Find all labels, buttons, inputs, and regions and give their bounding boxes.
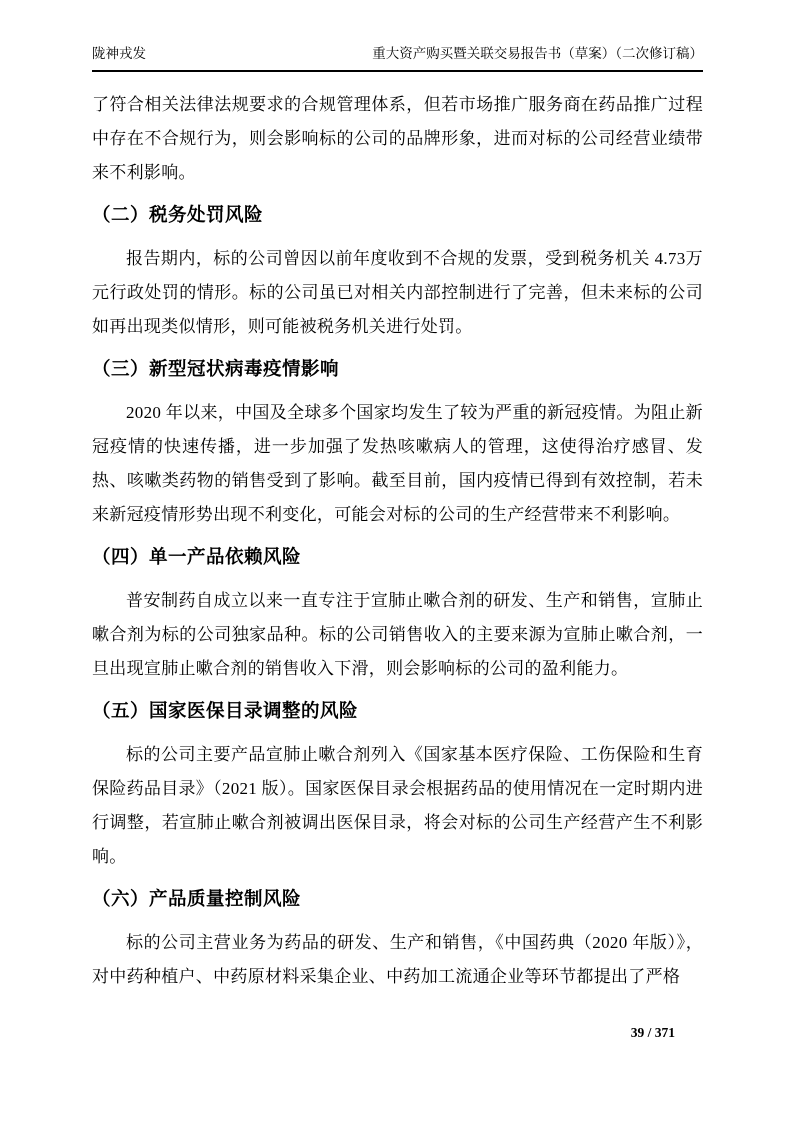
body-paragraph: 普安制药自成立以来一直专注于宣肺止嗽合剂的研发、生产和销售，宣肺止嗽合剂为标的公司独家品种。标的公司销售收入的主要来源为宣肺止嗽合剂，一旦出现宣肺止嗽合剂的销售收入下滑，则会影响标的公司的盈利能力。 bbox=[92, 591, 703, 678]
body-paragraph: 报告期内，标的公司曾因以前年度收到不合规的发票，受到税务机关 4.73万元行政处罚的情形。标的公司虽已对相关内部控制进行了完善，但未来标的公司如再出现类似情形，则可能被税务机关进行处罚。 bbox=[92, 249, 703, 336]
section-heading: （三）新型冠状病毒疫情影响 bbox=[92, 358, 340, 379]
section-heading: （二）税务处罚风险 bbox=[92, 204, 264, 225]
body-paragraph: 标的公司主要产品宣肺止嗽合剂列入《国家基本医疗保险、工伤保险和生育保险药品目录》（2021 版）。国家医保目录会根据药品的使用情况在一定时期内进行调整，若宣肺止嗽合剂被调出医保目录，将会对标的公司生产经营产生不利影响。 bbox=[92, 745, 703, 866]
document-body bbox=[92, 88, 703, 994]
section-heading: （四）单一产品依赖风险 bbox=[92, 546, 302, 567]
page-header bbox=[92, 44, 703, 72]
header-report-title: 重大资产购买暨关联交易报告书（草案）（二次修订稿） bbox=[372, 46, 703, 61]
page-number: 39 / 371 bbox=[630, 1025, 675, 1040]
body-paragraph: 标的公司主营业务为药品的研发、生产和销售，《中国药典（2020 年版）》，对中药种植户、中药原材料采集企业、中药加工流通企业等环节都提出了严格 bbox=[92, 933, 703, 986]
header-company-name: 陇神戎发 bbox=[92, 46, 146, 61]
section-heading: （六）产品质量控制风险 bbox=[92, 888, 302, 909]
body-paragraph: 了符合相关法律法规要求的合规管理体系，但若市场推广服务商在药品推广过程中存在不合规行为，则会影响标的公司的品牌形象，进而对标的公司经营业绩带来不利影响。 bbox=[92, 95, 703, 182]
section-heading: （五）国家医保目录调整的风险 bbox=[92, 700, 359, 721]
body-paragraph: 2020 年以来，中国及全球多个国家均发生了较为严重的新冠疫情。为阻止新冠疫情的快速传播，进一步加强了发热咳嗽病人的管理，这使得治疗感冒、发热、咳嗽类药物的销售受到了影响。截至目前，国内疫情已得到有效控制，若未来新冠疫情形势出现不利变化，可能会对标的公司的生产经营带来不利影响。 bbox=[92, 403, 703, 524]
